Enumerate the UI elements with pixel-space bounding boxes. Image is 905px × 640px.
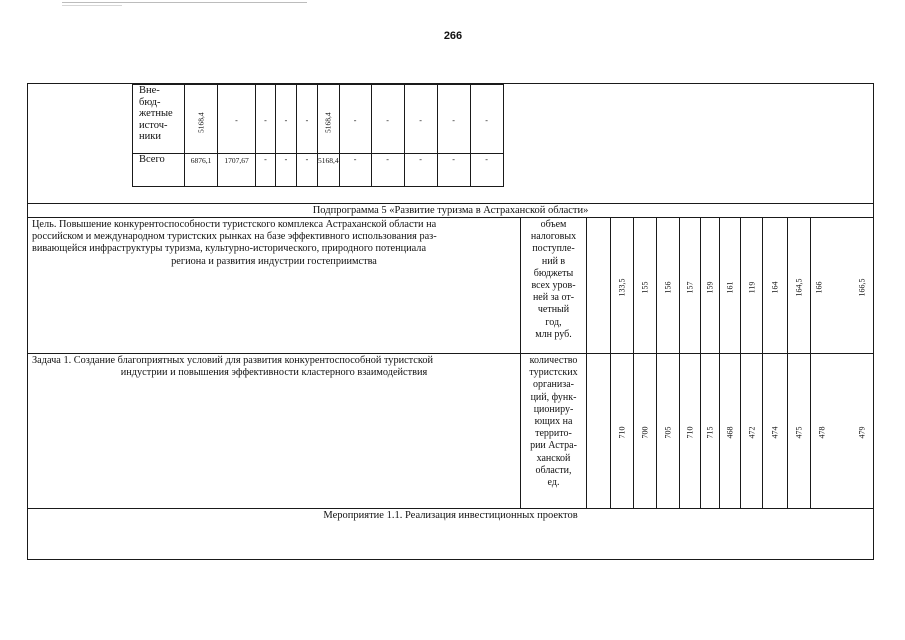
total-value: 1707,67 [218,154,256,187]
goal-value: 164 [763,218,788,354]
task-indicator: количество туристских организа- ций, функ- циониру- ющих на террито- рии Астра- ханской области, ед. [521,354,587,509]
task-value: 700 [634,354,657,509]
goal-value: 164,5 [788,218,811,354]
goal-value: 156 [657,218,680,354]
funding-row [28,84,874,204]
goal-row [28,218,874,354]
goal-value: 133,5 [611,218,634,354]
goal-value: 157 [680,218,701,354]
task-value: 474 [763,354,788,509]
task-value: 710 [680,354,701,509]
total-value: - [339,154,371,187]
subprogram-title: Подпрограмма 5 «Развитие туризма в Астраханской области» [28,204,874,218]
offbudget-value: - [276,85,297,154]
total-value: 6876,1 [185,154,218,187]
total-value: - [256,154,276,187]
offbudget-value: - [339,85,371,154]
offbudget-value: - [297,85,318,154]
subprogram-row [28,204,874,218]
goal-value: 155 [634,218,657,354]
event-row [28,509,874,560]
offbudget-row [133,85,504,154]
goal-value: 119 [741,218,763,354]
task-value [587,354,611,509]
total-value: - [297,154,318,187]
offbudget-label: Вне- бюд- жетные источ- ники [133,85,185,154]
funding-subtable [132,84,504,187]
goal-value [587,218,611,354]
task-value: 715 [701,354,720,509]
offbudget-value: - [218,85,256,154]
goal-indicator: объем налоговых поступле- ний в бюджеты всех уров- ней за от- четный год, млн руб. [521,218,587,354]
offbudget-value: - [404,85,437,154]
offbudget-value: - [371,85,404,154]
goal-values-last: 166 166,5 [811,218,874,354]
scan-artifact-line [62,5,122,6]
program-table [27,83,874,560]
task-value: 468 [720,354,741,509]
goal-text: Цель. Повышение конкурентоспособности туристского комплекса Астраханской области на российском и международном туристских рынках на базе эффективного использования раз- вивающейся инфраструктуры туризма, культурно-исторического, природного потенциала региона и развития индустрии гостеприимства [28,218,521,354]
offbudget-value: 5168,4 [318,85,340,154]
offbudget-value: - [470,85,503,154]
total-value: 5168,4 [318,154,340,187]
task-value: 705 [657,354,680,509]
total-label: Всего [133,154,185,187]
scan-artifact-line [62,2,307,3]
total-value: - [276,154,297,187]
event-title: Мероприятие 1.1. Реализация инвестиционных проектов [28,509,874,560]
offbudget-value: - [256,85,276,154]
task-row [28,354,874,509]
page-number: 266 [443,30,463,42]
task-text: Задача 1. Создание благоприятных условий для развития конкурентоспособной туристской индустрии и повышения эффективности кластерного взаимодействия [28,354,521,509]
total-value: - [404,154,437,187]
offbudget-value: - [437,85,470,154]
task-values-last: 478 479 [811,354,874,509]
offbudget-value: 5168,4 [185,85,218,154]
total-value: - [371,154,404,187]
goal-value: 159 [701,218,720,354]
task-value: 472 [741,354,763,509]
total-value: - [470,154,503,187]
goal-value: 161 [720,218,741,354]
total-value: - [437,154,470,187]
task-value: 710 [611,354,634,509]
total-row [133,154,504,187]
task-value: 475 [788,354,811,509]
